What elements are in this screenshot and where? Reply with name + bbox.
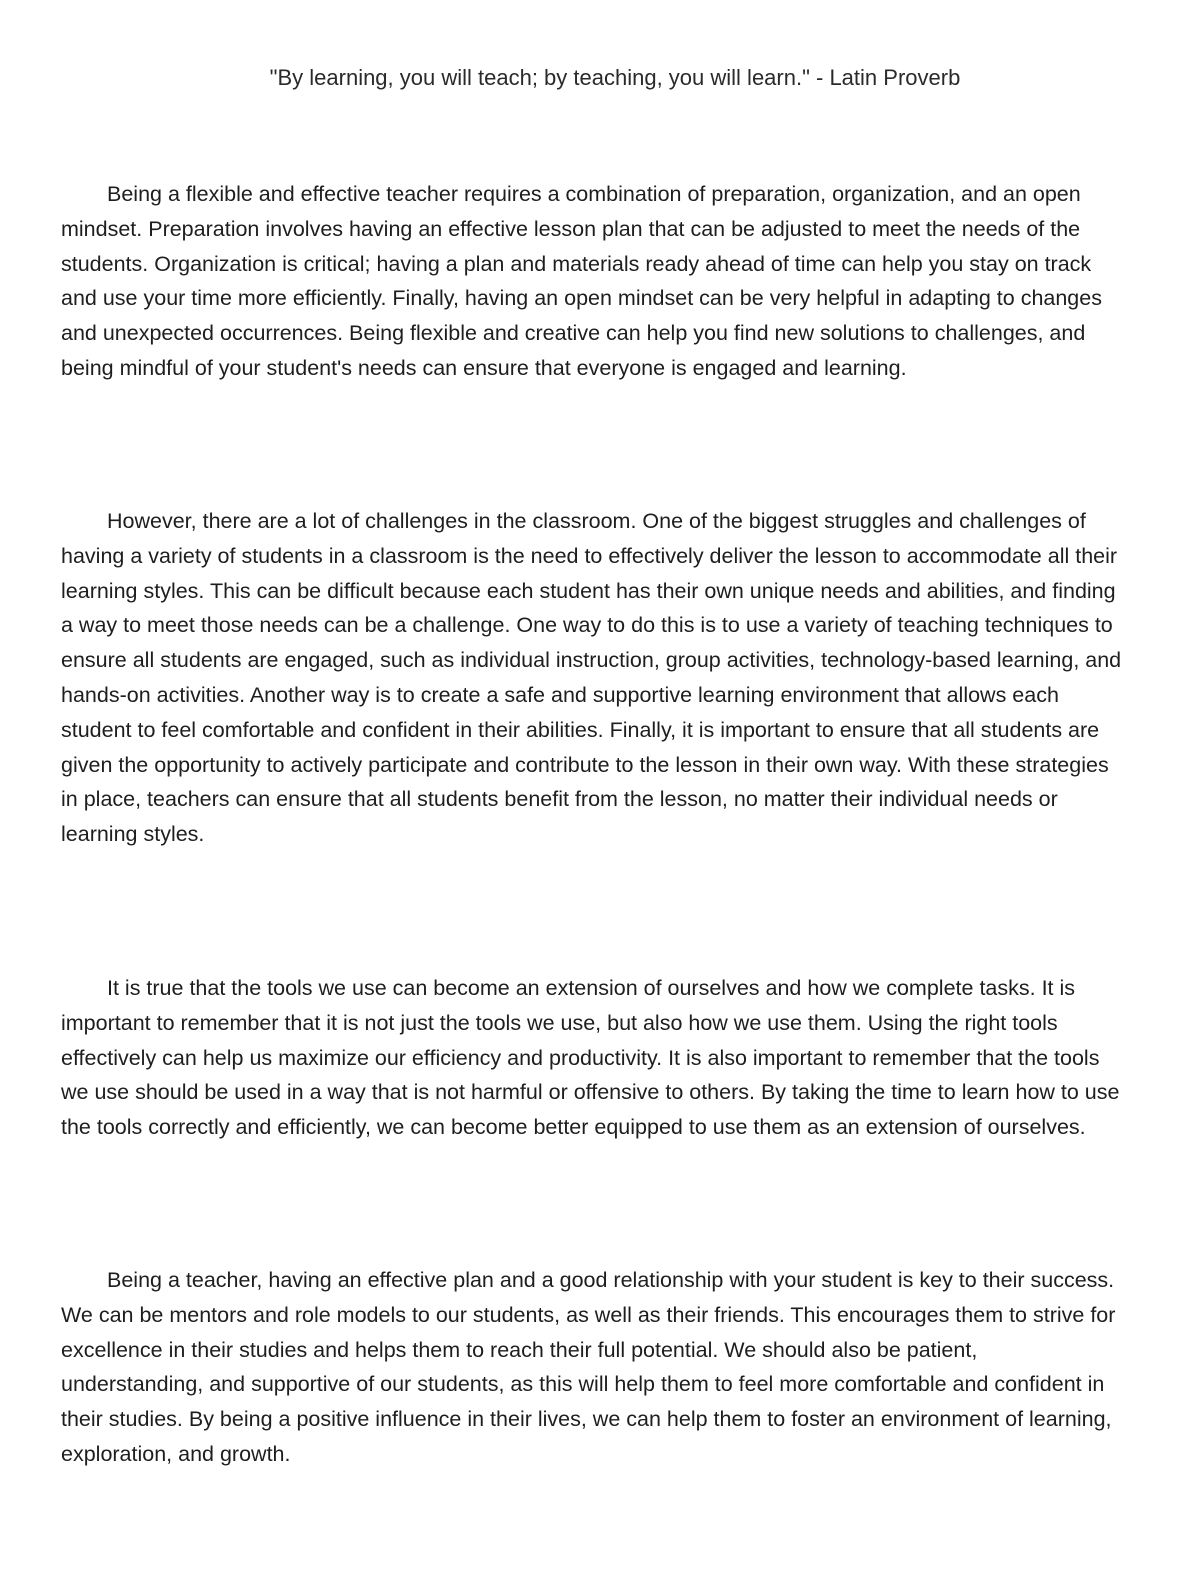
paragraph-3: It is true that the tools we use can become an extension of ourselves and how we complete tasks. It is important to remember that it is not just the tools we use, but also how we use them. Using the right tools effectively can help us maximize our efficiency and productivity. It is also important to remember that the tools we use should be used in a way that is not harmful or offensive to others. By taking the time to learn how to use the tools correctly and efficiently, we can become better equipped to use them as an extension of ourselves. bbox=[61, 976, 1120, 1140]
paragraph-4: Being a teacher, having an effective plan and a good relationship with your student is key to their success. We can be mentors and role models to our students, as well as their friends. This encourages them to strive for excellence in their studies and helps them to reach their full potential. We should also be patient, understanding, and supportive of our students, as this will help them to feel more comfortable and confident in their studies. By being a positive influence in their lives, we can help them to foster an environment of learning, exploration, and growth. bbox=[61, 1268, 1116, 1466]
paragraph-2: However, there are a lot of challenges in the classroom. One of the biggest struggles and challenges of having a variety of students in a classroom is the need to effectively deliver the lesson to accommodate all their learning styles. This can be difficult because each student has their own unique needs and abilities, and finding a way to meet those needs can be a challenge. One way to do this is to use a variety of teaching techniques to ensure all students are engaged, such as individual instruction, group activities, technology-based learning, and hands-on activities. Another way is to create a safe and supportive learning environment that allows each student to feel comfortable and confident in their abilities. Finally, it is important to ensure that all students are given the opportunity to actively participate and contribute to the lesson in their own way. With these strategies in place, teachers can ensure that all students benefit from the lesson, no matter their individual needs or learning styles. bbox=[61, 509, 1122, 847]
paragraph-1: Being a flexible and effective teacher requires a combination of preparation, organization, and an open mindset. Preparation involves having an effective lesson plan that can be adjusted to meet the needs of the students. Organization is critical; having a plan and materials ready ahead of time can help you stay on track and use your time more efficiently. Finally, having an open mindset can be very helpful in adapting to changes and unexpected occurrences. Being flexible and creative can help you find new solutions to challenges, and being mindful of your student's needs can ensure that everyone is engaged and learning. bbox=[61, 182, 1102, 380]
epigraph-quote: "By learning, you will teach; by teaching, you will learn." - Latin Proverb bbox=[269, 65, 961, 90]
